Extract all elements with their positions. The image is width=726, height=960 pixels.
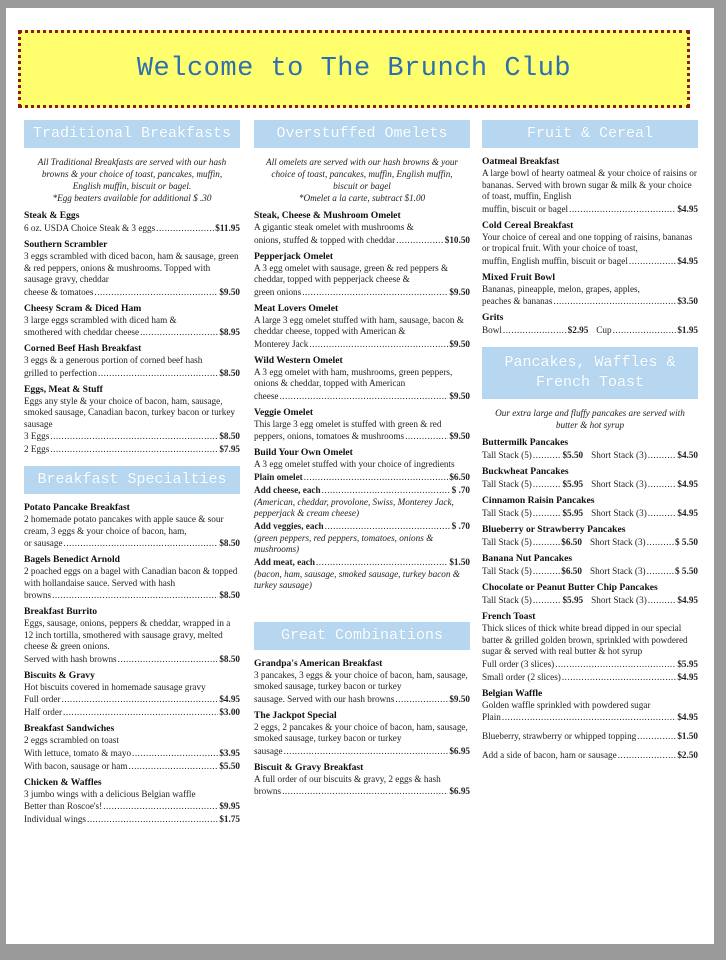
item-name: Steak & Eggs [24,210,80,221]
item-name: Wild Western Omelet [254,354,343,366]
section-header-combinations: Great Combinations [254,622,470,650]
item-price: $5.50 [219,760,240,771]
price-line: Tall Stack (5) ..... $5.95 Short Stack (3) ..... $4.95 [482,594,698,607]
menu-item [254,710,470,758]
item-description: A full order of our biscuits & gravy, 2 eggs & hash [254,773,441,784]
price-line: peppers, onions, tomatoes & mushrooms ..... $9.50 [254,430,470,443]
menu-page [6,8,714,944]
item-price: $4.95 [677,671,698,682]
item-price: $5.95 [562,595,584,605]
item-price: $6.95 [449,745,470,756]
item-price: $9.50 [449,693,470,704]
item-name: Biscuit & Gravy Breakfast [254,761,364,773]
item-price: $1.50 [677,731,698,741]
item-name: Grandpa's American Breakfast [254,657,383,669]
price-line: Tall Stack (5) ..... $6.50 Short Stack (3) ..... $ 5.50 [482,536,698,549]
price-line: Full order (3 slices) ..... $5.95 [482,658,698,671]
item-price: $10.50 [444,234,470,245]
item-price: $4.95 [677,508,699,518]
price-line: Plain omelet ..... $6.50 [254,471,470,484]
menu-item [482,582,698,607]
price-line: Blueberry, strawberry or whipped topping ..... $1.50 [482,730,698,743]
price-line: 2 Eggs ..... $7.95 [24,443,240,456]
price-line: Full order ..... $4.95 [24,693,240,706]
menu-item [24,303,240,340]
item-description: A 3 egg omelet with sausage, green & red peppers & cheddar, topped with pepperjack cheese & [254,262,449,284]
price-line: Monterey Jack ..... $9.50 [254,338,470,351]
item-price: $6.95 [449,786,470,796]
item-name: French Toast [482,611,536,622]
item-price: $3.95 [219,747,240,758]
price-line: cheese ..... $9.50 [254,390,470,403]
item-price: $ .70 [451,484,470,495]
price-line: or sausage ..... $8.50 [24,537,240,550]
item-description: A 3 egg omelet stuffed with your choice of ingredients [254,459,455,469]
price-line: cheese & tomatoes ..... $9.50 [24,286,240,299]
item-description: Golden waffle sprinkled with powdered sugar [482,699,651,710]
column-left [24,120,240,830]
item-price: $4.95 [677,255,698,266]
menu-item [482,524,698,549]
menu-item [482,611,698,684]
item-price: $8.50 [219,590,240,600]
item-description: 2 poached eggs on a bagel with Canadian bacon & topped with hollandaise sauce. Served with hash [24,566,238,588]
item-name: Blueberry or Strawberry Pancakes [482,524,626,535]
section-intro: Our extra large and fluffy pancakes are served with butter & hot syrup [495,408,685,430]
menu-item [482,495,698,520]
item-name: Mixed Fruit Bowl [482,271,556,283]
item-price: $9.50 [449,390,470,401]
item-name: Buttermilk Pancakes [482,437,569,448]
item-name: Meat Lovers Omelet [254,302,339,314]
title-banner [18,30,690,108]
menu-item [24,343,240,380]
item-description: 2 eggs scrambled on toast [24,735,119,745]
menu-item [482,220,698,268]
menu-item [24,606,240,666]
item-price: $4.95 [219,694,240,704]
item-description: A large bowl of hearty oatmeal & your choice of raisins or bananas. Served with brown sugar & milk & your choice of toast, muffin, English [482,168,697,201]
item-description: This large 3 egg omelet is stuffed with green & red [254,418,442,429]
item-name: Cinnamon Raisin Pancakes [482,495,595,506]
price-line: Half order ..... $3.00 [24,706,240,719]
section-intro: All omelets are served with our hash browns & your choice of toast, pancakes, muffin, English muffin, biscuit or bagel *Omelet a la carte, subtract $1.00 [266,157,458,203]
section-header-pancakes: Pancakes, Waffles & French Toast [482,347,698,399]
item-description: 2 homemade potato pancakes with apple sauce & sour cream, 3 eggs & your choice of bacon, ham, [24,514,224,536]
item-name: Banana Nut Pancakes [482,553,573,564]
price-line: Served with hash browns ..... $8.50 [24,653,240,666]
item-price: $9.50 [449,286,470,297]
price-line: Bowl ..... $2.95 Cup ..... $1.95 [482,324,698,337]
item-description: Your choice of cereal and one topping of raisins, bananas or tropical fruit. With your choice of toast, [482,231,693,253]
item-description: 3 pancakes, 3 eggs & your choice of bacon, ham, sausage, smoked sausage, turkey bacon or turkey [254,669,468,691]
item-name: Chocolate or Peanut Butter Chip Pancakes [482,582,658,593]
item-description: 3 large eggs scrambled with diced ham & [24,314,177,325]
price-line: Plain ..... $4.95 [482,711,698,724]
item-note: (bacon, ham, sausage, smoked sausage, turkey bacon & turkey sausage) [254,568,460,590]
item-price: $8.50 [219,367,240,378]
menu-item [254,210,470,247]
menu-item [24,210,240,235]
menu-item [482,312,698,337]
menu-item [482,437,698,462]
item-name: The Jackpot Special [254,709,337,721]
item-description: Eggs any style & your choice of bacon, ham, sausage, smoked sausage, Canadian bacon, turkey bacon or turkey sausage [24,395,235,429]
menu-item [24,554,240,602]
column-middle [254,120,470,802]
item-name: Buckwheat Pancakes [482,466,569,477]
item-price: $1.75 [219,814,240,824]
item-description: Bananas, pineapple, melon, grapes, apples, [482,283,640,294]
item-description: Eggs, sausage, onions, peppers & cheddar, wrapped in a 12 inch tortilla, smothered with sausage gravy, melted cheese & green onions. [24,618,231,651]
menu-item [254,407,470,444]
item-description: 2 eggs, 2 pancakes & your choice of bacon, ham, sausage, smoked sausage, turkey bacon or turkey [254,721,468,743]
item-price: $7.95 [219,444,240,454]
menu-item [254,251,470,299]
price-line: Tall Stack (5) ..... $5.50 Short Stack (3) ..... $4.50 [482,449,698,462]
item-price: $5.95 [562,508,584,518]
price-line: Add a side of bacon, ham or sausage ..... $2.50 [482,749,698,762]
price-line: Add meat, each ..... $1.50 [254,556,470,569]
item-price: $ 5.50 [675,566,698,576]
item-price: $3.50 [677,296,698,306]
price-line: Small order (2 slices) ..... $4.95 [482,671,698,684]
menu-item [254,355,470,403]
item-price: $5.95 [562,479,584,489]
price-line: peaches & bananas ..... $3.50 [482,295,698,308]
item-price: $4.95 [677,595,699,605]
price-line: 3 Eggs ..... $8.50 [24,430,240,443]
item-price: $4.95 [677,479,699,489]
item-price: $4.50 [677,450,699,460]
price-line: Add cheese, each ..... $ .70 [254,484,470,497]
item-price: $4.95 [677,712,698,722]
item-price: $2.50 [677,750,698,760]
item-name: Oatmeal Breakfast [482,156,560,167]
menu-item [24,239,240,299]
item-name: Eggs, Meat & Stuff [24,383,103,395]
item-price: $1.50 [449,556,470,567]
item-name: Cold Cereal Breakfast [482,219,574,231]
item-description: 3 jumbo wings with a delicious Belgian waffle [24,788,196,799]
menu-item [482,156,698,216]
menu-item [24,502,240,550]
item-price: $2.95 [567,325,589,335]
price-line: browns ..... $8.50 [24,589,240,602]
item-price: $8.50 [219,538,240,548]
item-name: Veggie Omelet [254,406,314,418]
price-line: Add veggies, each ..... $ .70 [254,520,470,533]
item-price: $9.50 [449,338,470,349]
section-header-fruit: Fruit & Cereal [482,120,698,148]
price-line: browns ..... $6.95 [254,785,470,798]
menu-item [254,303,470,351]
price-line: onions, stuffed & topped with cheddar ..... $10.50 [254,234,470,247]
price-line: muffin, biscuit or bagel ..... $4.95 [482,203,698,216]
item-price: $ 5.50 [675,537,698,547]
menu-item [24,777,240,827]
item-price: $8.95 [219,327,240,337]
price-line: sausage ..... $6.95 [254,745,470,758]
item-price: $9.50 [219,286,240,297]
menu-item [482,553,698,578]
menu-title: Welcome to The Brunch Club [136,54,572,84]
price-line: Tall Stack (5) ..... $5.95 Short Stack (3) ..... $4.95 [482,478,698,491]
menu-item [24,670,240,720]
item-name: Breakfast Sandwiches [24,723,115,734]
price-line: muffin, English muffin, biscuit or bagel ..... $4.95 [482,255,698,268]
item-description: A gigantic steak omelet with mushrooms & [254,222,414,232]
price-line: green onions ..... $9.50 [254,286,470,299]
item-description: 3 eggs & a generous portion of corned beef hash [24,355,203,365]
item-name: Grits [482,312,504,323]
item-name: Belgian Waffle [482,687,543,699]
item-price: $6.50 [449,471,470,482]
item-price: $9.50 [449,431,470,441]
menu-item [254,658,470,706]
item-price: $3.00 [219,707,240,717]
menu-item [482,466,698,491]
section-intro: All Traditional Breakfasts are served with our hash browns & your choice of toast, pancakes, muffin, English muffin, biscuit or bagel. *Egg beaters available for additional $ .30 [37,157,227,203]
price-line: grilled to perfection ..... $8.50 [24,367,240,380]
price-line: smothered with cheddar cheese ..... $8.95 [24,326,240,339]
item-note: (American, cheddar, provolone, Swiss, Monterey Jack, pepperjack & cream cheese) [254,496,454,518]
section-header-specialties: Breakfast Specialties [24,466,240,494]
item-name: Southern Scrambler [24,239,108,250]
item-price: $6.50 [561,566,582,576]
item-price: $5.95 [677,658,698,669]
item-name: Build Your Own Omelet [254,447,353,458]
section-header-traditional: Traditional Breakfasts [24,120,240,148]
price-line: Tall Stack (5) ..... $5.95 Short Stack (3) ..... $4.95 [482,507,698,520]
item-description: Hot biscuits covered in homemade sausage gravy [24,681,206,692]
price-line: 6 oz. USDA Choice Steak & 3 eggs ..... $11.95 [24,222,240,235]
item-price: $6.50 [561,537,582,547]
item-description: Thick slices of thick white bread dipped in our special batter & grilled golden brown, sprinkled with powdered sugar & served with real butter & hot syrup [482,623,688,656]
item-name: Breakfast Burrito [24,606,98,617]
item-name: Steak, Cheese & Mushroom Omelet [254,210,401,221]
column-right [482,120,698,766]
item-description: A large 3 egg omelet stuffed with ham, sausage, bacon & cheddar cheese, topped with American & [254,314,464,336]
menu-item [254,762,470,799]
item-name: Bagels Benedict Arnold [24,554,120,565]
item-price: $1.95 [677,325,698,335]
item-description: A 3 egg omelet with ham, mushrooms, green peppers, onions & cheddar, topped with American [254,366,453,388]
menu-item [482,272,698,309]
item-name: Corned Beef Hash Breakfast [24,343,142,354]
price-line: With bacon, sausage or ham ..... $5.50 [24,760,240,773]
item-price: $ .70 [451,520,470,531]
item-name: Biscuits & Gravy [24,669,95,681]
item-name: Chicken & Waffles [24,776,102,788]
item-name: Cheesy Scram & Diced Ham [24,302,142,314]
menu-item [482,688,698,763]
section-header-omelets: Overstuffed Omelets [254,120,470,148]
price-line: With lettuce, tomato & mayo ..... $3.95 [24,747,240,760]
item-price: $8.50 [219,653,240,664]
item-name: Pepperjack Omelet [254,250,334,262]
price-line: Better than Roscoe's! ..... $9.95 [24,800,240,813]
menu-item [24,723,240,773]
item-price: $8.50 [219,431,240,441]
price-line: Individual wings ..... $1.75 [24,813,240,826]
menu-item [254,447,470,592]
price-line: sausage. Served with our hash browns ..... $9.50 [254,693,470,706]
item-price: $5.50 [562,450,584,460]
item-price: $4.95 [677,203,698,214]
price-line: Tall Stack (5) ..... $6.50 Short Stack (3) ..... $ 5.50 [482,565,698,578]
item-price: $9.95 [219,801,240,811]
item-description: 3 eggs scrambled with diced bacon, ham & sausage, green & red peppers, onions & mushrooms. Topped with sausage gravy, cheddar [24,251,239,284]
menu-item [24,384,240,457]
item-note: (green peppers, red peppers, tomatoes, onions & mushrooms) [254,532,434,554]
item-price: $11.95 [215,223,240,233]
item-name: Potato Pancake Breakfast [24,502,130,513]
